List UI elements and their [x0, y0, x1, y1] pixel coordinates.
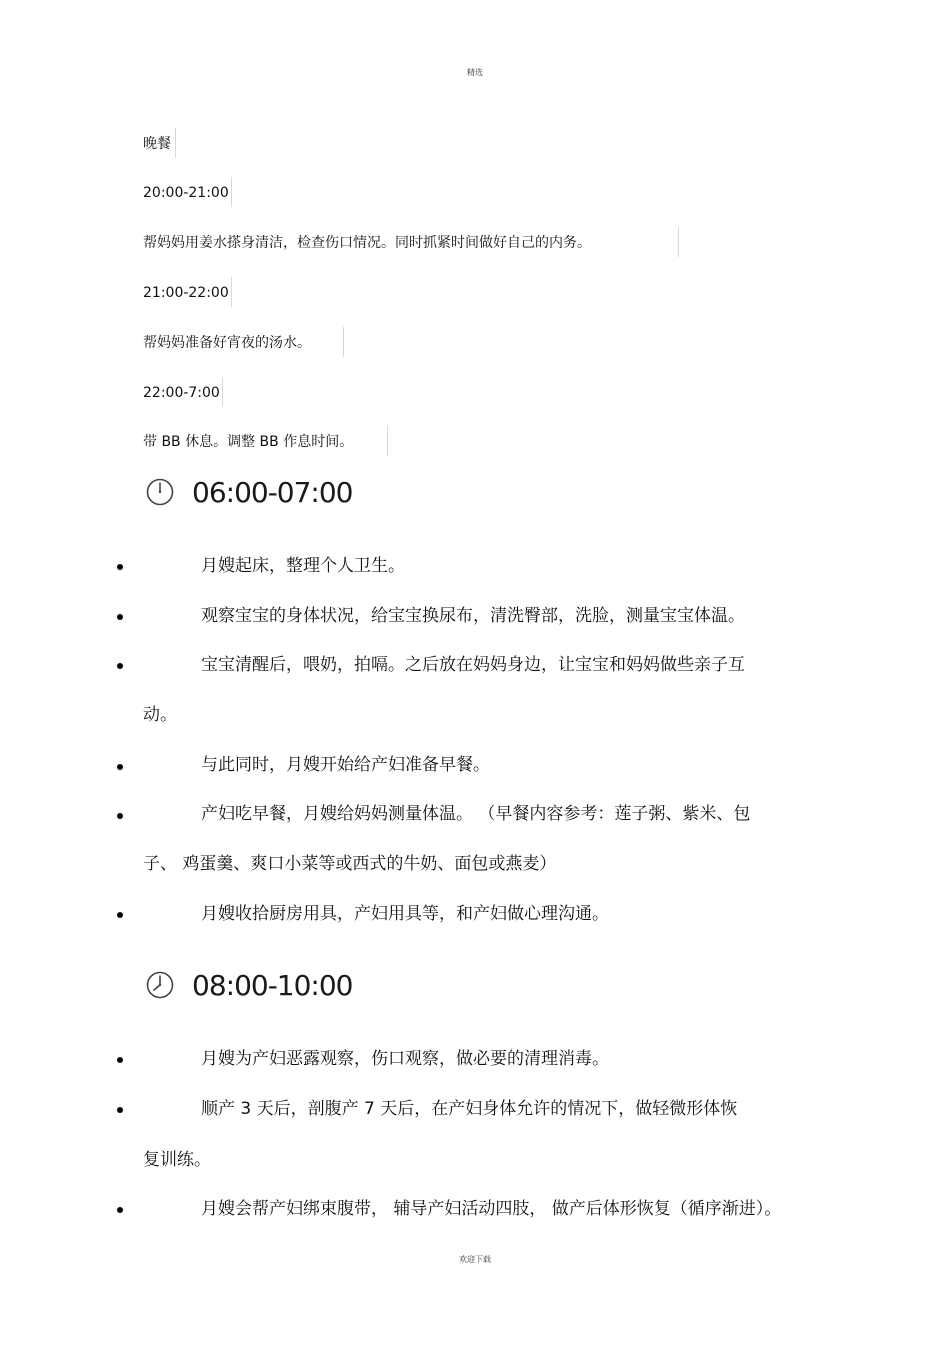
schedule-line-dinner [143, 134, 175, 154]
cell-divider [231, 277, 232, 307]
list-item: 与此同时，月嫂开始给产妇准备早餐。 [201, 755, 490, 775]
list-item: 月嫂为产妇恶露观察，伤口观察，做必要的清理消毒。 [201, 1049, 609, 1069]
schedule-line-time-1 [143, 183, 233, 203]
cell-divider [343, 327, 344, 357]
list-item: 顺产 3 天后，剖腹产 7 天后，在产妇身体允许的情况下，做轻微形体恢 [201, 1099, 738, 1119]
schedule-line-time-2 [143, 283, 233, 303]
clock-icon [145, 477, 175, 507]
list-item-continuation: 复训练。 [143, 1150, 211, 1170]
cell-divider [387, 426, 388, 456]
section-time: 06:00-07:00 [192, 475, 353, 509]
clock-icon [145, 970, 175, 1000]
schedule-text: 带 BB 休息。调整 BB 作息时间。 [143, 434, 354, 450]
bullet-dot [117, 1107, 123, 1113]
list-item-continuation: 子、 鸡蛋羹、爽口小菜等或西式的牛奶、面包或燕麦） [143, 854, 557, 874]
page-header: 精选 [467, 68, 483, 77]
page-footer: 欢迎下载 [459, 1255, 491, 1264]
bullet-dot [117, 1057, 123, 1063]
bullet-dot [117, 764, 123, 770]
bullet-dot [117, 614, 123, 620]
bullet-dot [117, 813, 123, 819]
schedule-text: 20:00-21:00 [143, 185, 229, 201]
bullet-dot [117, 564, 123, 570]
bullet-dot [117, 1207, 123, 1213]
bullet-dot [117, 912, 123, 918]
schedule-line-task-3 [143, 432, 357, 452]
bullet-dot [117, 663, 123, 669]
cell-divider [678, 227, 679, 257]
section-heading-0800 [145, 968, 353, 1002]
list-item: 产妇吃早餐，月嫂给妈妈测量体温。 （早餐内容参考：莲子粥、紫米、包 [201, 804, 751, 824]
schedule-text: 21:00-22:00 [143, 285, 229, 301]
schedule-text: 晚餐 [143, 136, 171, 152]
list-item-continuation: 动。 [143, 705, 177, 725]
list-item: 宝宝清醒后，喂奶，拍嗝。之后放在妈妈身边，让宝宝和妈妈做些亲子互 [201, 655, 745, 675]
schedule-line-task-1 [143, 233, 595, 253]
schedule-line-time-3 [143, 383, 224, 403]
cell-divider [222, 377, 223, 407]
cell-divider [231, 177, 232, 207]
schedule-text: 帮妈妈用姜水搽身清洁，检查伤口情况。同时抓紧时间做好自己的内务。 [143, 235, 591, 251]
list-item: 月嫂会帮产妇绑束腹带， 辅导产妇活动四肢， 做产后体形恢复（循序渐进）。 [201, 1199, 782, 1219]
schedule-text: 帮妈妈准备好宵夜的汤水。 [143, 335, 311, 351]
list-item: 月嫂起床，整理个人卫生。 [201, 556, 405, 576]
list-item: 观察宝宝的身体状况，给宝宝换尿布，清洗臀部，洗脸，测量宝宝体温。 [201, 606, 745, 626]
section-time: 08:00-10:00 [192, 968, 353, 1002]
section-heading-0600 [145, 475, 353, 509]
schedule-line-task-2 [143, 333, 315, 353]
cell-divider [175, 128, 176, 158]
list-item: 月嫂收拾厨房用具，产妇用具等，和产妇做心理沟通。 [201, 904, 609, 924]
schedule-text: 22:00-7:00 [143, 385, 220, 401]
